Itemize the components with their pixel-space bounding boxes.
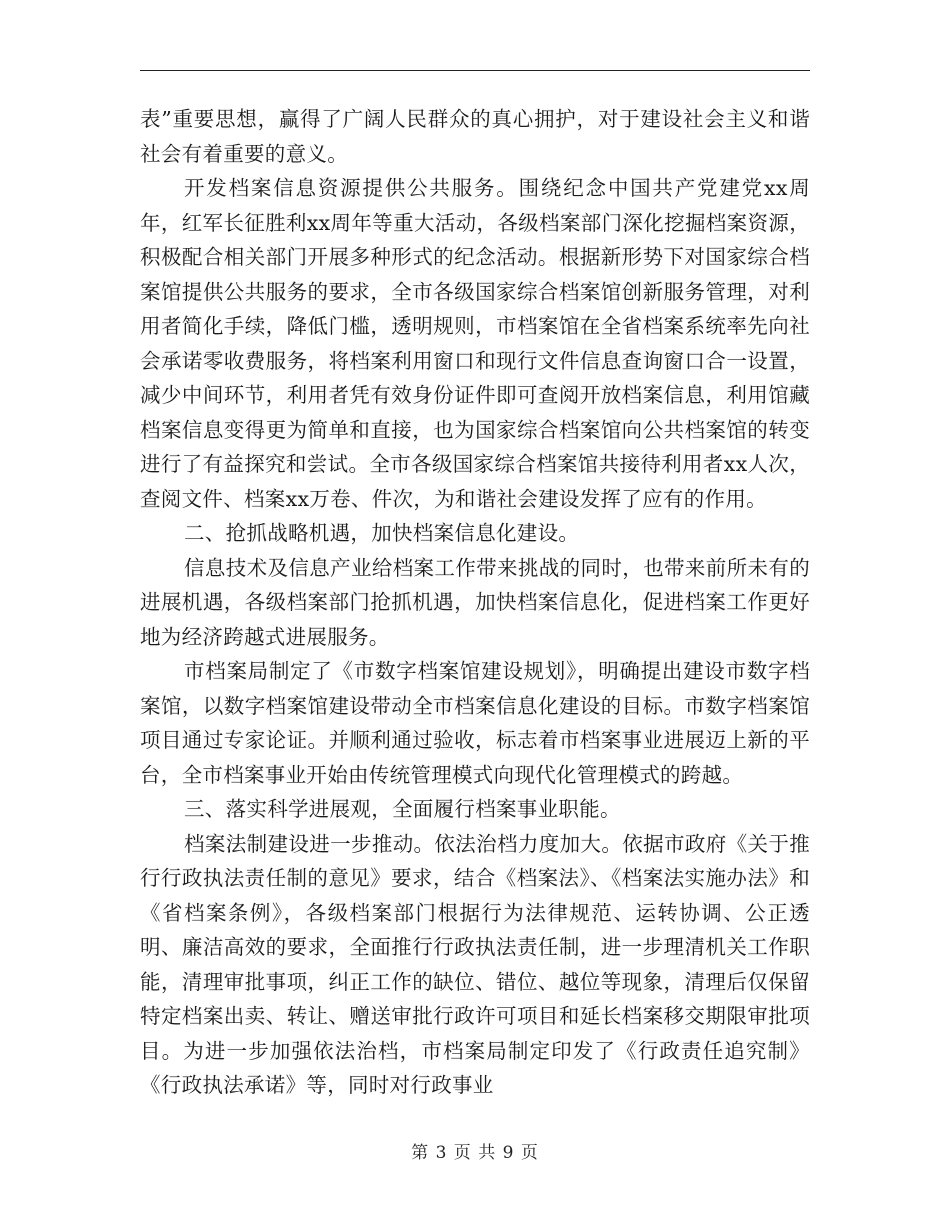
paragraph: 信息技术及信息产业给档案工作带来挑战的同时，也带来前所未有的进展机遇，各级档案部门抢抓机遇，加快档案信息化，促进档案工作更好地为经济跨越式进展服务。 bbox=[140, 555, 810, 649]
section-heading: 二、抢抓战略机遇，加快档案信息化建设。 bbox=[184, 521, 580, 545]
paragraph: 表”重要思想，赢得了广阔人民群众的真心拥护，对于建设社会主义和谐社会有着重要的意义。 bbox=[140, 107, 810, 166]
section-heading: 三、落实科学进展观，全面履行档案事业职能。 bbox=[184, 797, 621, 821]
header-rule bbox=[140, 70, 810, 71]
paragraph: 开发档案信息资源提供公共服务。围绕纪念中国共产党建党xx周年，红军长征胜利xx周年等重大活动，各级档案部门深化挖掘档案资源，积极配合相关部门开展多种形式的纪念活动。根据新形势下对国家综合档案馆提供公共服务的要求，全市各级国家综合档案馆创新服务管理，对利用者简化手续，降低门槛，透明规则，市档案馆在全省档案系统率先向社会承诺零收费服务，将档案利用窗口和现行文件信息查询窗口合一设置，减少中间环节，利用者凭有效身份证件即可查阅开放档案信息，利用馆藏档案信息变得更为简单和直接，也为国家综合档案馆向公共档案馆的转变进行了有益探究和尝试。全市各级国家综合档案馆共接待利用者xx人次，查阅文件、档案xx万卷、件次，为和谐社会建设发挥了应有的作用。 bbox=[140, 176, 810, 511]
page-number-footer: 第 3 页 共 9 页 bbox=[411, 1143, 539, 1163]
document-body bbox=[140, 102, 810, 1103]
paragraph: 档案法制建设进一步推动。依法治档力度加大。依据市政府《关于推行行政执法责任制的意见》要求，结合《档案法》、《档案法实施办法》和《省档案条例》，各级档案部门根据行为法律规范、运转协调、公正透明、廉洁高效的要求，全面推行行政执法责任制，进一步理清机关工作职能，清理审批事项，纠正工作的缺位、错位、越位等现象，清理后仅保留特定档案出卖、转让、赠送审批行政许可项目和延长档案移交期限审批项目。为进一步加强依法治档，市档案局制定印发了《行政责任追究制》《行政执法承诺》等，同时对行政事业 bbox=[140, 831, 810, 1097]
paragraph: 市档案局制定了《市数字档案馆建设规划》，明确提出建设市数字档案馆，以数字档案馆建设带动全市档案信息化建设的目标。市数字档案馆项目通过专家论证。并顺利通过验收，标志着市档案事业进展迈上新的平台，全市档案事业开始由传统管理模式向现代化管理模式的跨越。 bbox=[140, 659, 810, 787]
